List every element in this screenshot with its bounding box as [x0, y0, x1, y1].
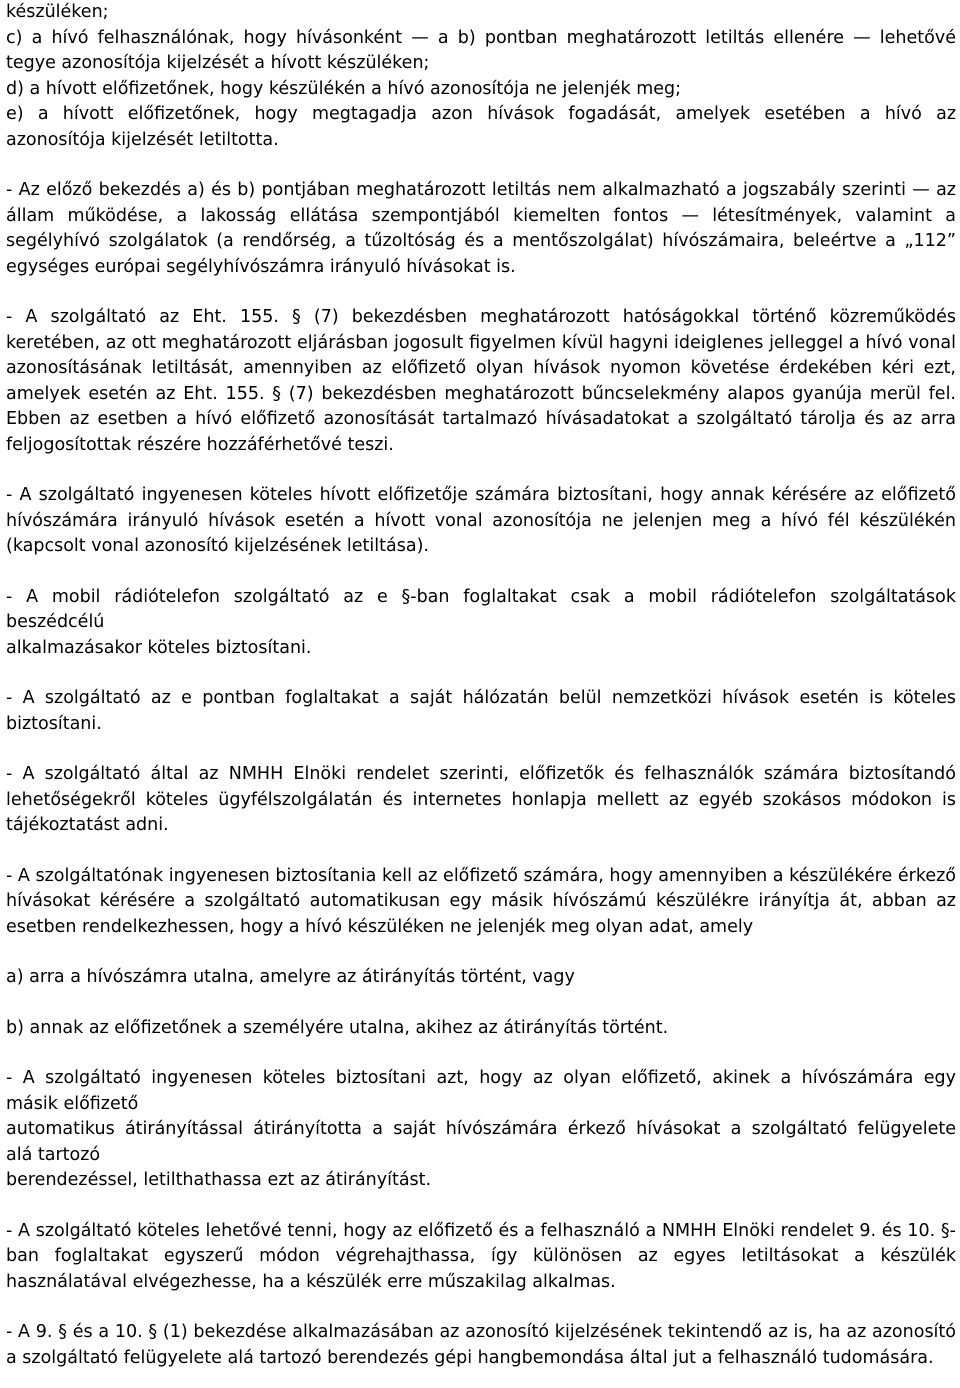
- forwarding-line-0: - A szolgáltató ingyenesen köteles biztosítani azt, hogy az olyan előfizető, akinek a hívószámára egy: [6, 1068, 956, 1088]
- forwarding-line-2: automatikus átirányítással átirányította a saját hívószámára érkező hívásokat a szolgáltató felügyelete: [6, 1119, 956, 1139]
- paragraph-customer-information: - A szolgáltató által az NMHH Elnöki rendelet szerinti, előfizetők és felhasználók számára biztosítandó lehetőségekről köteles ügyfélszolgálatán és internetes honlapja mellett az egyéb szokásos módokon is tájékoztatást adni.: [6, 764, 956, 835]
- paragraph-connected-line-restriction: - A szolgáltató ingyenesen köteles hívott előfizetője számára biztosítani, hogy annak kérésére az előfizető hívószámára irányuló hívások esetén a hívott vonal azonosítója ne jelenjen meg a hívó fél készülékén (kapcsolt vonal azonosító kijelzésének letiltása).: [6, 485, 956, 556]
- intro-line-1: c) a hívó felhasználónak, hogy hívásonként — a b) pontban meghatározott letiltás ellenére — lehetővé: [6, 27, 956, 48]
- intro-line-0: készüléken;: [6, 2, 109, 22]
- document-page: [6, 0, 956, 1371]
- intro-list: [6, 0, 956, 153]
- intro-line-5: azonosítója kijelzését letiltotta.: [6, 129, 279, 150]
- paragraph-item-b: b) annak az előfizetőnek a személyére utalna, akihez az átirányítás történt.: [6, 1017, 669, 1038]
- paragraph-international-calls: - A szolgáltató az e pontban foglaltakat a saját hálózatán belül nemzetközi hívások esetén is köteles biztosítani.: [6, 688, 956, 734]
- paragraph-authority-cooperation: - A szolgáltató az Eht. 155. § (7) bekezdésben meghatározott hatóságokkal történő közreműködés keretében, az ott meghatározott eljárásban jogosult figyelmen kívül hagyni ideiglenes jelleggel a hívó vonal azonosításának letiltását, amennyiben az előfizető olyan hívások nyomon követése érdekében kéri ezt, amelyek esetén az Eht. 155. § (7) bekezdésben meghatározott bűncselekmény alapos gyanúja merül fel. Ebben az esetben a hívó előfizető azonosítását tartalmazó hívásadatokat a szolgáltató tárolja és az arra feljogosítottak részére hozzáférhetővé teszi.: [6, 307, 956, 455]
- mobile-line-0: - A mobil rádiótelefon szolgáltató az e §-ban foglaltakat csak a mobil rádiótelefon szolgáltatások: [6, 586, 956, 607]
- paragraph-emergency-numbers: - Az előző bekezdés a) és b) pontjában meghatározott letiltás nem alkalmazható a jogszabály szerinti — az állam működése, a lakosság ellátása szempontjából kiemelten fontos — létesítmények, valamint a segélyhívó szolgálatok (a rendőrség, a tűzoltóság és a mentőszolgálat) hívószámaira, beleértve a „112” egységes európai segélyhívószámra irányuló hívásokat is.: [6, 180, 956, 277]
- mobile-line-1: beszédcélú: [6, 612, 105, 632]
- paragraph-voice-announcement: - A 9. § és a 10. § (1) bekezdése alkalmazásában az azonosító kijelzésének tekintendő az is, ha az azonosító a szolgáltató felügyelete alá tartozó berendezés gépi hangbemondása által jut a felhasználó tudomására.: [6, 1322, 956, 1368]
- intro-line-2: tegye azonosítója kijelzését a hívott készüléken;: [6, 53, 430, 73]
- mobile-line-2: alkalmazásakor köteles biztosítani.: [6, 637, 312, 658]
- paragraph-forwarding-block: [6, 1066, 956, 1194]
- paragraph-mobile-provider: [6, 585, 956, 662]
- paragraph-call-forwarding: - A szolgáltatónak ingyenesen biztosítania kell az előfizető számára, hogy amennyiben a készülékére érkező hívásokat kérésére a szolgáltató automatikusan egy másik hívószámú készülékre irányítja át, abban az esetben rendelkezhessen, hogy a hívó készüléken ne jelenjék meg olyan adat, amely: [6, 865, 956, 937]
- forwarding-line-4: berendezéssel, letilthathassa ezt az átirányítást.: [6, 1170, 432, 1190]
- intro-line-3: d) a hívott előfizetőnek, hogy készülékén a hívó azonosítója ne jelenjék meg;: [6, 78, 682, 99]
- forwarding-line-3: alá tartozó: [6, 1144, 101, 1165]
- paragraph-easy-execution: - A szolgáltató köteles lehetővé tenni, hogy az előfizető és a felhasználó a NMHH Elnöki rendelet 9. és 10. §-ban foglaltakat egyszerű módon végrehajthassa, így különösen az egyes letiltásokat a készülék használatával elvégezhesse, ha a készülék erre műszakilag alkalmas.: [6, 1220, 956, 1292]
- forwarding-line-1: másik előfizető: [6, 1093, 139, 1114]
- paragraph-item-a: a) arra a hívószámra utalna, amelyre az átirányítás történt, vagy: [6, 967, 575, 987]
- intro-line-4: e) a hívott előfizetőnek, hogy megtagadja azon hívások fogadását, amelyek esetében a hívó az: [6, 104, 956, 124]
